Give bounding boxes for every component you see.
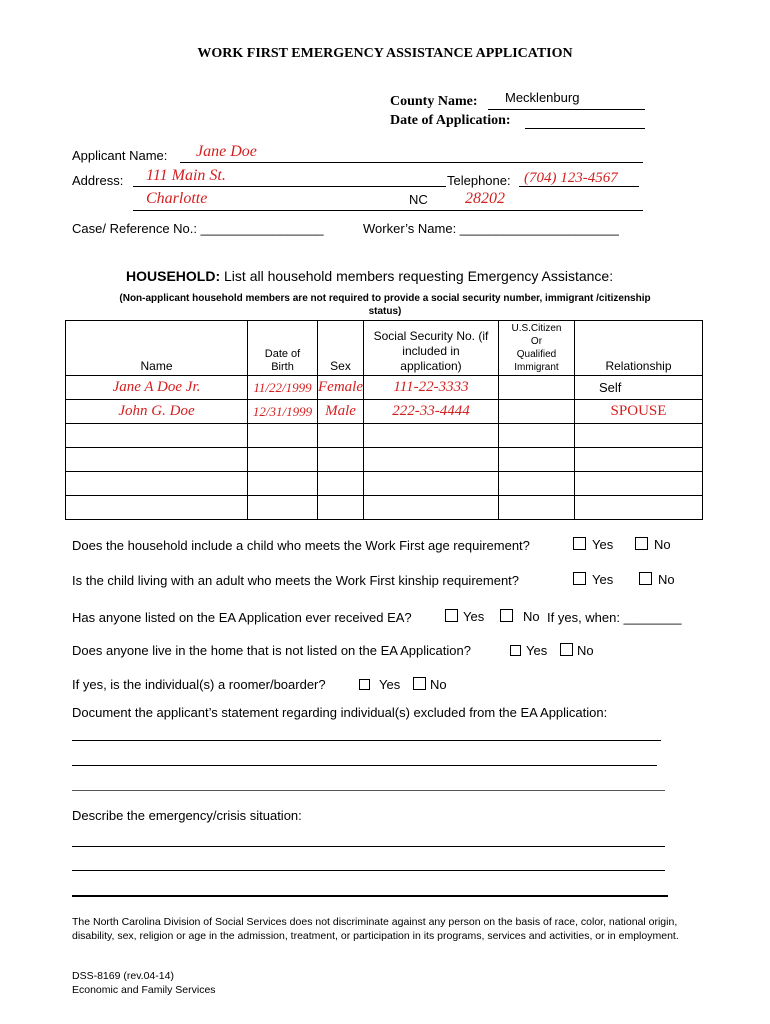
member-name-cell[interactable] <box>66 424 248 448</box>
household-header-row <box>66 321 703 376</box>
address-line1-underline <box>133 186 446 187</box>
member-sex-cell[interactable]: Male <box>318 400 364 424</box>
yes-label: Yes <box>463 609 485 624</box>
member-dob-cell[interactable]: 12/31/1999 <box>248 400 318 424</box>
checkbox-yes[interactable] <box>510 645 521 656</box>
checkbox-yes[interactable] <box>573 572 586 585</box>
question-child-age: Does the household include a child who meets the Work First age requirement? <box>72 538 530 553</box>
household-heading-text: List all household members requesting Emergency Assistance: <box>224 268 614 284</box>
table-row <box>66 376 703 400</box>
member-ssn-cell[interactable] <box>363 472 498 496</box>
yes-label: Yes <box>526 643 548 658</box>
household-table <box>65 320 703 520</box>
applicant-name-value[interactable]: Jane Doe <box>196 143 257 160</box>
member-citizen-cell[interactable] <box>498 496 574 520</box>
describe-emergency-prompt: Describe the emergency/crisis situation: <box>72 808 302 823</box>
zip-value[interactable]: 28202 <box>465 190 505 207</box>
member-relationship-cell[interactable]: Self <box>574 376 702 400</box>
table-row <box>66 472 703 496</box>
household-note-line1: (Non-applicant household members are not required to provide a social security number, immigrant /citizenship <box>119 293 651 304</box>
no-label: No <box>430 677 447 692</box>
col-dob-header: Date of Birth <box>248 321 318 376</box>
col-relationship-header: Relationship <box>574 321 702 376</box>
checkbox-yes[interactable] <box>359 679 370 690</box>
question-child-age-no[interactable] <box>635 537 671 552</box>
date-of-application-label: Date of Application: <box>390 113 511 128</box>
yes-label: Yes <box>592 537 614 552</box>
county-underline <box>488 109 645 110</box>
member-ssn-cell[interactable]: 111-22-3333 <box>363 376 498 400</box>
checkbox-no[interactable] <box>635 537 648 550</box>
state-value[interactable]: NC <box>409 192 428 207</box>
statement-line-3[interactable] <box>72 790 665 791</box>
applicant-name-label: Applicant Name: <box>72 148 168 163</box>
member-dob-cell[interactable] <box>248 424 318 448</box>
table-row <box>66 496 703 520</box>
question-kinship-yes[interactable] <box>573 572 613 587</box>
member-name-cell[interactable]: Jane A Doe Jr. <box>66 376 248 400</box>
emergency-line-3[interactable] <box>72 895 668 897</box>
member-name-cell[interactable] <box>66 448 248 472</box>
checkbox-no[interactable] <box>500 609 513 622</box>
member-sex-cell[interactable] <box>318 448 364 472</box>
question-received-ea-when[interactable]: If yes, when: ________ <box>547 610 682 625</box>
member-citizen-cell[interactable] <box>498 448 574 472</box>
question-received-ea-no[interactable] <box>500 609 540 624</box>
household-note-line2: status) <box>368 306 402 317</box>
question-kinship: Is the child living with an adult who meets the Work First kinship requirement? <box>72 573 520 588</box>
member-relationship-cell[interactable] <box>574 424 702 448</box>
member-citizen-cell[interactable] <box>498 472 574 496</box>
question-unlisted-resident-yes[interactable] <box>510 643 547 658</box>
question-unlisted-resident: Does anyone live in the home that is not listed on the EA Application? <box>72 643 471 658</box>
member-ssn-cell[interactable] <box>363 496 498 520</box>
applicant-name-underline <box>180 162 643 163</box>
member-ssn-cell[interactable] <box>363 424 498 448</box>
address-label: Address: <box>72 173 124 188</box>
member-citizen-cell[interactable] <box>498 424 574 448</box>
yes-label: Yes <box>592 572 614 587</box>
statement-line-1[interactable] <box>72 740 661 741</box>
member-dob-cell[interactable] <box>248 496 318 520</box>
county-label: County Name: <box>390 94 478 109</box>
question-received-ea-yes[interactable] <box>445 609 484 624</box>
no-label: No <box>658 572 675 587</box>
address-line2-underline <box>133 210 643 211</box>
household-heading <box>126 268 613 284</box>
question-roomer-boarder-no[interactable] <box>413 677 447 692</box>
member-name-cell[interactable] <box>66 472 248 496</box>
division-name: Economic and Family Services <box>72 984 216 996</box>
member-relationship-cell[interactable] <box>574 448 702 472</box>
question-unlisted-resident-no[interactable] <box>560 643 594 658</box>
checkbox-no[interactable] <box>639 572 652 585</box>
col-sex-header: Sex <box>318 321 364 376</box>
member-dob-cell[interactable] <box>248 448 318 472</box>
county-value[interactable]: Mecklenburg <box>505 90 580 105</box>
no-label: No <box>577 643 594 658</box>
member-citizen-cell[interactable] <box>498 376 574 400</box>
member-sex-cell[interactable] <box>318 472 364 496</box>
member-ssn-cell[interactable] <box>363 448 498 472</box>
member-sex-cell[interactable] <box>318 496 364 520</box>
checkbox-no[interactable] <box>413 677 426 690</box>
address-city-value[interactable]: Charlotte <box>146 190 208 207</box>
date-underline <box>525 128 645 129</box>
question-received-ea: Has anyone listed on the EA Application ever received EA? <box>72 610 412 625</box>
checkbox-no[interactable] <box>560 643 573 656</box>
member-dob-cell[interactable]: 11/22/1999 <box>248 376 318 400</box>
member-name-cell[interactable] <box>66 496 248 520</box>
member-ssn-cell[interactable]: 222-33-4444 <box>363 400 498 424</box>
emergency-line-2[interactable] <box>72 870 665 871</box>
col-citizen-header: U.S.Citizen Or Qualified Immigrant <box>498 321 574 376</box>
form-number: DSS-8169 (rev.04-14) <box>72 970 174 982</box>
worker-name-label[interactable]: Worker’s Name: ______________________ <box>363 221 619 236</box>
member-sex-cell[interactable]: Female <box>318 376 364 400</box>
table-row <box>66 400 703 424</box>
member-relationship-cell[interactable] <box>574 472 702 496</box>
member-sex-cell[interactable] <box>318 424 364 448</box>
member-dob-cell[interactable] <box>248 472 318 496</box>
form-title: WORK FIRST EMERGENCY ASSISTANCE APPLICATION <box>197 46 573 61</box>
question-roomer-boarder: If yes, is the individual(s) a roomer/boarder? <box>72 677 326 692</box>
address-line1-value[interactable]: 111 Main St. <box>146 167 226 184</box>
statement-line-2[interactable] <box>72 765 657 766</box>
question-child-age-yes[interactable] <box>573 537 613 552</box>
telephone-value[interactable]: (704) 123-4567 <box>524 170 618 186</box>
member-name-cell[interactable]: John G. Doe <box>66 400 248 424</box>
telephone-underline <box>519 186 639 187</box>
case-reference-label[interactable]: Case/ Reference No.: _________________ <box>72 221 324 236</box>
table-row <box>66 424 703 448</box>
col-name-header: Name <box>66 321 248 376</box>
member-citizen-cell[interactable] <box>498 400 574 424</box>
nondiscrimination-notice: The North Carolina Division of Social Services does not discriminate against any person on the basis of race, color, national origin, disability, sex, religion or age in the admission, treatment, or participation in its programs, services and activities, or in employment. <box>72 916 679 942</box>
member-relationship-cell[interactable]: SPOUSE <box>574 400 702 424</box>
question-kinship-no[interactable] <box>639 572 675 587</box>
checkbox-yes[interactable] <box>445 609 458 622</box>
checkbox-yes[interactable] <box>573 537 586 550</box>
question-roomer-boarder-yes[interactable] <box>359 677 400 692</box>
emergency-line-1[interactable] <box>72 846 665 847</box>
document-statement-prompt: Document the applicant’s statement regarding individual(s) excluded from the EA Application: <box>72 705 608 720</box>
telephone-label: Telephone: <box>447 173 511 188</box>
no-label: No <box>523 609 540 624</box>
table-row <box>66 448 703 472</box>
col-ssn-header: Social Security No. (if included in application) <box>363 321 498 376</box>
household-heading-bold: HOUSEHOLD: <box>126 268 221 284</box>
yes-label: Yes <box>379 677 401 692</box>
no-label: No <box>654 537 671 552</box>
member-relationship-cell[interactable] <box>574 496 702 520</box>
